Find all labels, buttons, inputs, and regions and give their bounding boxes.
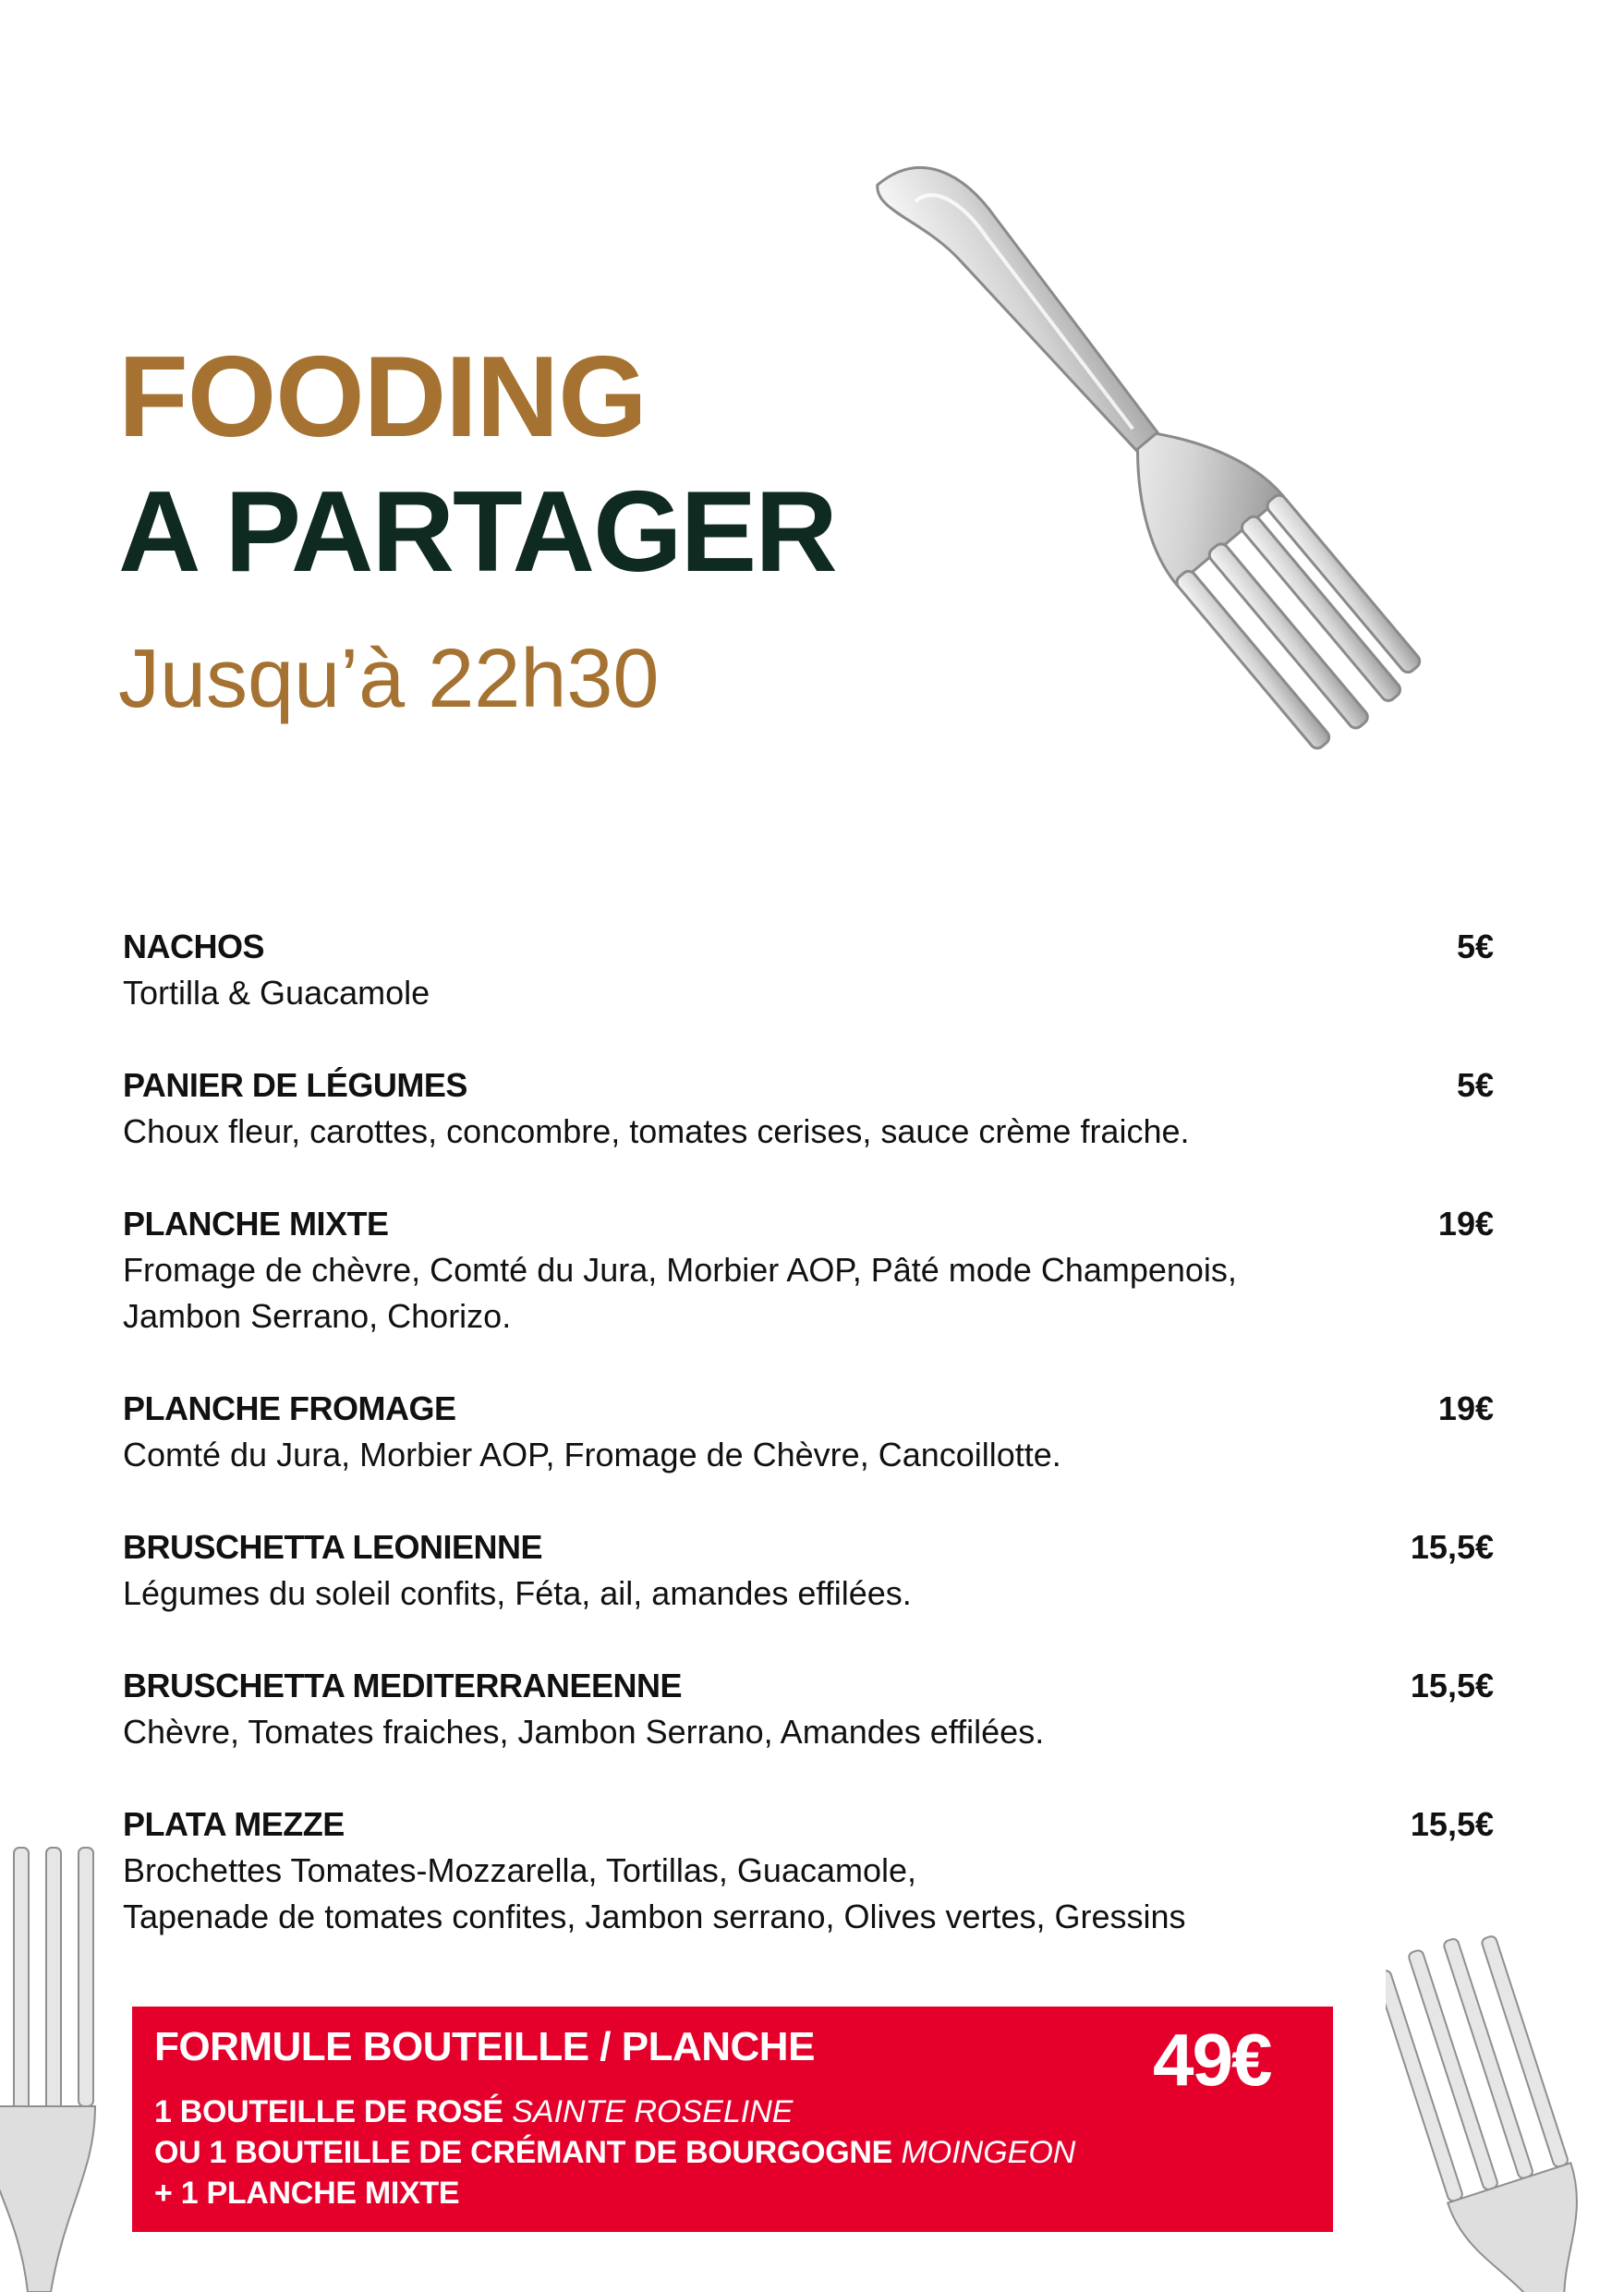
item-name: PLATA MEZZE [123,1805,345,1843]
formule-line [154,2092,1075,2132]
formule-line [154,2173,1075,2213]
item-description: Brochettes Tomates-Mozzarella, Tortillas, Guacamole, [123,1851,917,1889]
item-name: PANIER DE LÉGUMES [123,1066,467,1104]
formule-details [154,2092,1075,2213]
item-description: Légumes du soleil confits, Féta, ail, amandes effilées. [123,1574,912,1612]
item-price: 19€ [1437,1389,1494,1427]
item-description: Comté du Jura, Morbier AOP, Fromage de Chèvre, Cancoillotte. [123,1436,1061,1473]
item-description: Tapenade de tomates confites, Jambon serrano, Olives vertes, Gressins [123,1898,1186,1935]
formule-title: FORMULE BOUTEILLE / PLANCHE [154,2024,815,2069]
item-name: PLANCHE MIXTE [123,1205,389,1243]
item-price: 19€ [1437,1205,1494,1243]
formule-line-brand: MOINGEON [901,2135,1076,2170]
formule-line-bold: + 1 PLANCHE MIXTE [154,2176,460,2211]
item-price: 5€ [1456,1066,1494,1104]
formule-line [154,2132,1075,2173]
item-description: Chèvre, Tomates fraiches, Jambon Serrano, Amandes effilées. [123,1713,1045,1751]
item-price: 15,5€ [1410,1805,1494,1843]
item-name: BRUSCHETTA MEDITERRANEENNE [123,1667,683,1704]
item-name: BRUSCHETTA LEONIENNE [123,1528,543,1566]
formule-line-brand: SAINTE ROSELINE [512,2094,794,2129]
item-price: 15,5€ [1410,1528,1494,1566]
menu-item [123,1062,1361,1155]
formule-line-bold: 1 BOUTEILLE DE ROSÉ [154,2094,503,2129]
formule-line-bold: OU 1 BOUTEILLE DE CRÉMANT DE BOURGOGNE [154,2135,892,2170]
item-name: NACHOS [123,928,265,965]
formule-price: 49€ [1153,2019,1271,2101]
item-name: PLANCHE FROMAGE [123,1389,456,1427]
page-subtitle: Jusqu’à 22h30 [118,633,660,725]
fork-icon [711,55,1570,813]
page-title-secondary: A PARTAGER [118,468,836,596]
fork-icon [1386,1922,1624,2292]
menu-item [123,1801,1361,1940]
menu-item [123,1386,1361,1478]
menu-item [123,1663,1361,1755]
item-price: 15,5€ [1410,1667,1494,1704]
item-description: Choux fleur, carottes, concombre, tomates cerises, sauce crème fraiche. [123,1112,1190,1150]
menu-item [123,1201,1361,1340]
item-price: 5€ [1456,928,1494,965]
menu-item [123,1524,1361,1617]
item-description: Fromage de chèvre, Comté du Jura, Morbier AOP, Pâté mode Champenois, [123,1251,1237,1289]
item-description: Jambon Serrano, Chorizo. [123,1297,512,1335]
item-description: Tortilla & Guacamole [123,974,430,1012]
page-title: FOODING [118,333,647,461]
menu-item [123,924,1361,1016]
formule-box [132,2007,1333,2232]
